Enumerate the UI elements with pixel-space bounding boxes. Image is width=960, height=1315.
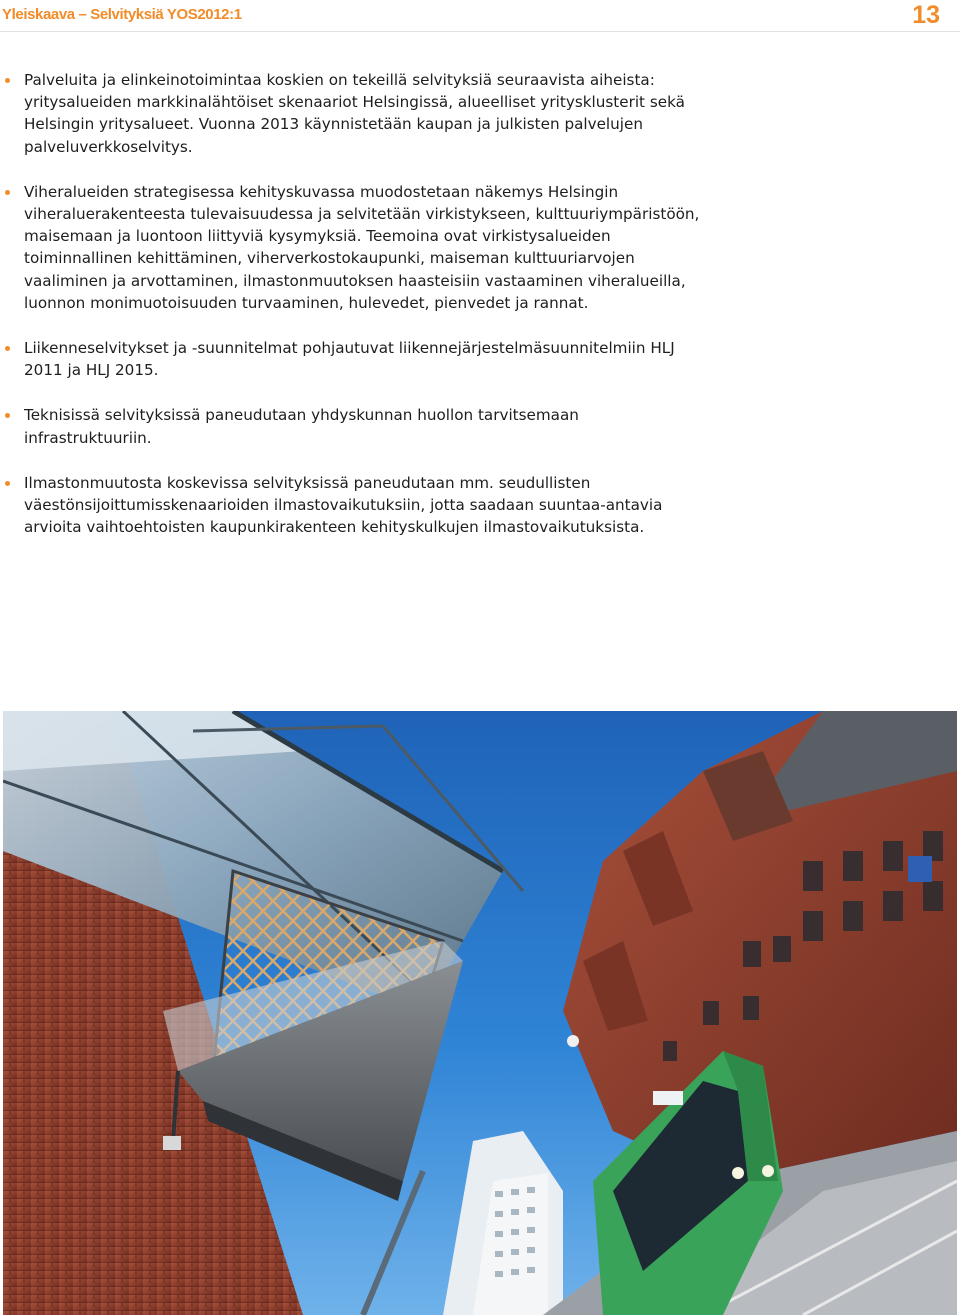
bullet-item-climate xyxy=(0,472,700,539)
bullet-item-traffic xyxy=(0,337,700,381)
bullet-dot-icon xyxy=(5,78,10,83)
header-divider xyxy=(0,31,960,32)
bullet-text: Viheralueiden strategisessa kehityskuvassa muodostetaan näkemys Helsingin viheraluerakenteesta tulevaisuudessa ja selvitetään virkistykseen, kulttuuriympäristöön, maisemaan ja luontoon liittyviä kysymyksiä. Teemoina ovat virkistysalueiden toiminnallinen kehittäminen, viherverkostokaupunki, maiseman kulttuuriarvojen vaaliminen ja arvottaminen, ilmastonmuutoksen haasteisiin vastaaminen viheralueilla, luonnon monimuotoisuuden turvaaminen, hulevedet, pienvedet ja rannat. xyxy=(24,182,700,312)
bullet-dot-icon xyxy=(5,346,10,351)
bullet-item-technical xyxy=(0,404,700,448)
page-number: 13 xyxy=(912,1,940,29)
running-header-title: Yleiskaava – Selvityksiä YOS2012:1 xyxy=(2,6,242,23)
bullet-item-services xyxy=(0,69,700,158)
bullet-item-green-areas xyxy=(0,181,700,314)
bullet-dot-icon xyxy=(5,413,10,418)
street-photo xyxy=(3,711,957,1315)
bullet-text: Teknisissä selvityksissä paneudutaan yhdyskunnan huollon tarvitsemaan infrastruktuuriin. xyxy=(24,406,579,447)
bullet-text: Palveluita ja elinkeinotoimintaa koskien on tekeillä selvityksiä seuraavista aiheista: yritysalueiden markkinalähtöiset skenaariot Helsingissä, alueelliset yritysklusterit sekä Helsingin yritysalueet. Vuonna 2013 käynnistetään kaupan ja julkisten palvelujen palveluverkkoselvitys. xyxy=(24,71,685,156)
bullet-dot-icon xyxy=(5,190,10,195)
bullet-text: Liikenneselvitykset ja -suunnitelmat pohjautuvat liikennejärjestelmäsuunnitelmiin HLJ 2011 ja HLJ 2015. xyxy=(24,339,675,380)
bullet-list xyxy=(0,69,700,561)
bullet-text: Ilmastonmuutosta koskevissa selvityksissä paneudutaan mm. seudullisten väestönsijoittumisskenaarioiden ilmastovaikutuksiin, jotta saadaan suuntaa-antavia arvioita vaihtoehtoisten kaupunkirakenteen kehityskulkujen ilmastovaikutuksista. xyxy=(24,473,663,537)
bullet-dot-icon xyxy=(5,481,10,486)
